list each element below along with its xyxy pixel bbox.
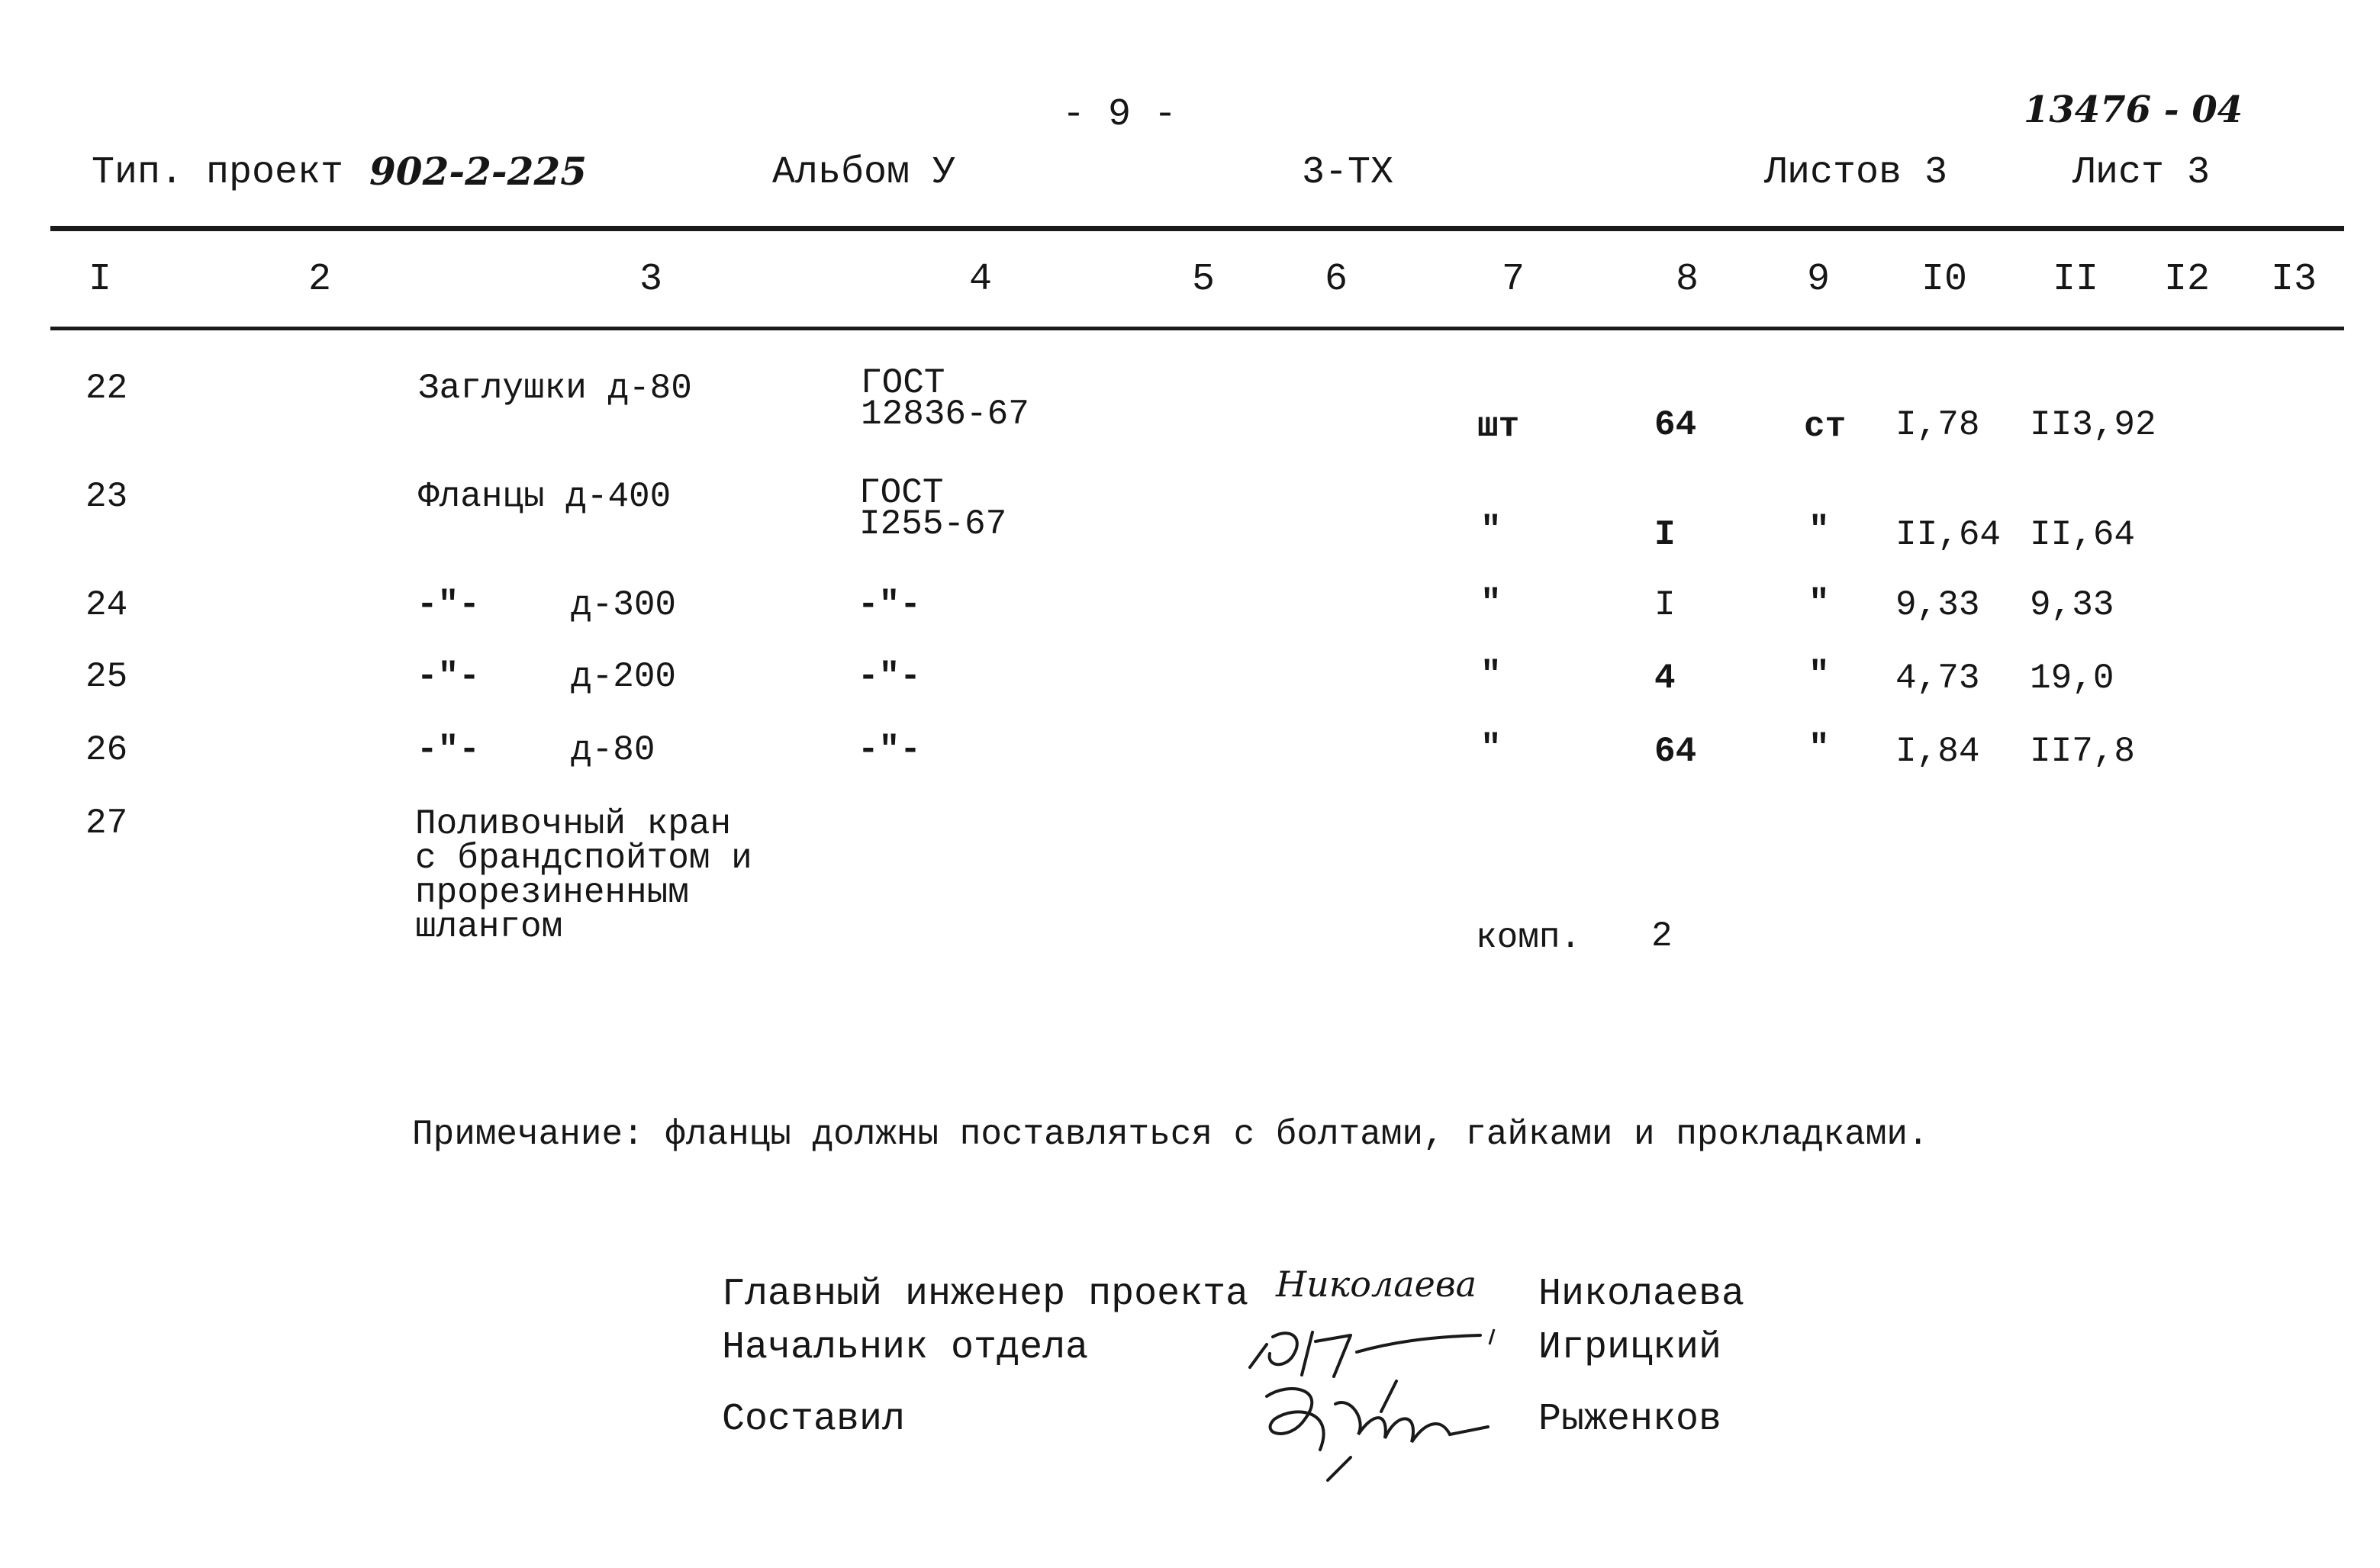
quantity: I	[1654, 515, 1676, 555]
sheets-total: Листов 3	[1764, 151, 1948, 195]
unit-mass: I,78	[1895, 405, 1980, 445]
unit-mass: I,84	[1895, 732, 1980, 771]
material: "	[1808, 655, 1830, 695]
row-number: 26	[85, 730, 128, 770]
name-chief-engineer: Николаева	[1538, 1273, 1745, 1316]
handwritten-signature: Николаева	[1276, 1264, 1477, 1305]
standard-reference: ГОСТ I255-67	[859, 473, 1007, 545]
table-top-rule	[50, 226, 2344, 231]
standard-reference: -"-	[858, 730, 921, 770]
name-compiled-by: Рыженков	[1538, 1398, 1722, 1441]
quantity: 64	[1654, 732, 1697, 771]
item-name: -"-	[417, 657, 480, 697]
unit-mass: 4,73	[1895, 658, 1980, 698]
standard-reference: -"-	[858, 657, 921, 697]
column-header: I0	[1921, 258, 1968, 301]
material: "	[1808, 584, 1830, 623]
column-header: 8	[1676, 258, 1699, 301]
item-name: Заглушки д-80	[418, 369, 692, 408]
role-compiled-by: Составил	[722, 1398, 906, 1441]
item-size: д-80	[571, 730, 655, 770]
column-header: 2	[308, 258, 332, 301]
section-code: 3-ТХ	[1302, 151, 1394, 195]
table-header-rule	[50, 327, 2344, 330]
item-name: Фланцы д-400	[418, 477, 671, 517]
standard-reference: -"-	[858, 585, 921, 625]
quantity: 64	[1654, 405, 1697, 445]
document-code: 13476 - 04	[2024, 89, 2243, 131]
row-number: 24	[85, 585, 128, 625]
unit-mass: II,64	[1895, 515, 2002, 555]
project-label: Тип. проект	[92, 151, 344, 195]
item-name: -"-	[417, 730, 480, 770]
unit: "	[1480, 655, 1502, 695]
unit: шт	[1477, 407, 1520, 446]
item-size: д-300	[571, 585, 677, 625]
total-mass: II,64	[2030, 515, 2136, 555]
material: "	[1808, 729, 1830, 768]
unit: комп.	[1476, 918, 1582, 958]
unit: "	[1480, 584, 1502, 623]
material: ст	[1804, 407, 1847, 446]
item-name: -"-	[417, 585, 480, 625]
role-chief-engineer: Главный инженер проекта	[722, 1273, 1249, 1316]
column-header: 9	[1807, 258, 1831, 301]
project-number: 902-2-225	[369, 149, 588, 194]
column-header: 4	[969, 258, 993, 301]
row-number: 23	[85, 477, 128, 517]
column-header: I2	[2164, 258, 2211, 301]
total-mass: II3,92	[2030, 405, 2156, 445]
total-mass: II7,8	[2030, 732, 2136, 771]
item-size: д-200	[571, 657, 677, 697]
column-header: I	[89, 258, 112, 301]
column-header: II	[2053, 258, 2099, 301]
column-header: 5	[1192, 258, 1216, 301]
unit: "	[1480, 729, 1502, 768]
column-header: 6	[1325, 258, 1348, 301]
unit: "	[1480, 510, 1502, 550]
total-mass: 19,0	[2030, 658, 2114, 698]
sheet-number: Лист 3	[2072, 151, 2211, 195]
album-label: Альбом У	[772, 151, 956, 195]
total-mass: 9,33	[2030, 585, 2114, 625]
row-number: 25	[85, 657, 128, 697]
column-header: 3	[639, 258, 663, 301]
role-department-head: Начальник отдела	[722, 1326, 1089, 1370]
quantity: I	[1654, 585, 1676, 625]
quantity: 4	[1654, 658, 1676, 698]
unit-mass: 9,33	[1895, 585, 1980, 625]
quantity: 2	[1651, 916, 1673, 956]
footnote: Примечание: фланцы должны поставляться с болтами, гайками и прокладками.	[412, 1115, 1929, 1154]
row-number: 27	[85, 803, 128, 843]
signature-scribble-compiled-by	[1244, 1366, 1534, 1480]
material: "	[1808, 510, 1830, 550]
row-number: 22	[85, 369, 128, 408]
column-header: 7	[1502, 258, 1525, 301]
name-department-head: Игрицкий	[1538, 1326, 1722, 1370]
page-number: - 9 -	[1062, 93, 1177, 137]
column-header: I3	[2271, 258, 2317, 301]
standard-reference: ГОСТ 12836-67	[861, 363, 1029, 435]
item-name: Поливочный кран с брандспойтом и прорезиненным шлангом	[415, 804, 752, 948]
